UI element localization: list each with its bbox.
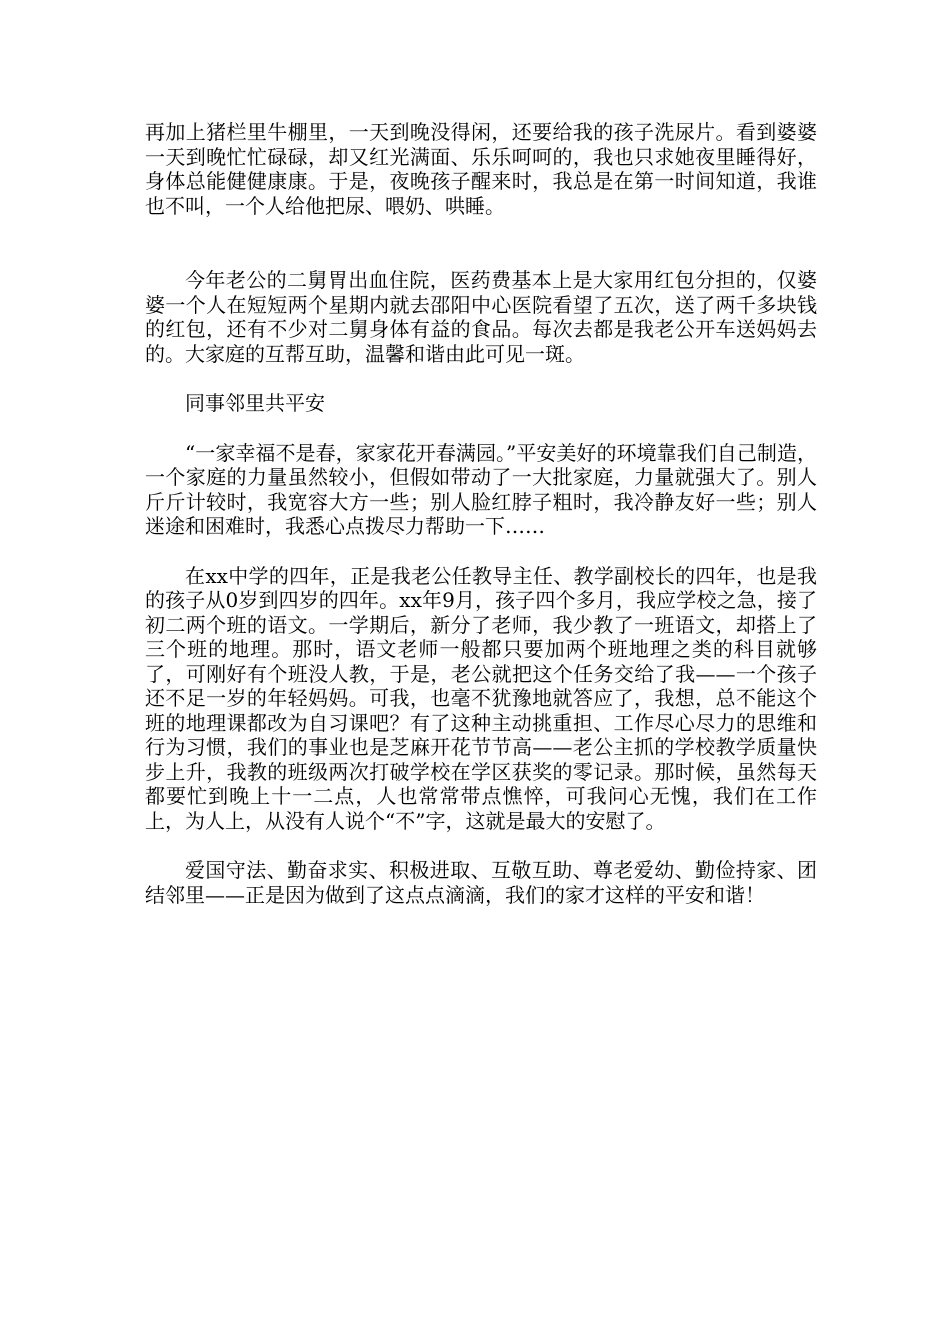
- paragraph-relatives-help: 今年老公的二舅胃出血住院，医药费基本上是大家用红包分担的，仅婆婆一个人在短短两个星期内就去邵阳中心医院看望了五次，送了两千多块钱的红包，还有不少对二舅身体有益的食品。每次去都是我老公开车送妈妈去的。大家庭的互帮互助，温馨和谐由此可见一斑。: [145, 268, 817, 366]
- paragraph-continued: 再加上猪栏里牛棚里，一天到晚没得闲，还要给我的孩子洗尿片。看到婆婆一天到晚忙忙碌碌，却又红光满面、乐乐呵呵的，我也只求她夜里睡得好，身体总能健健康康。于是，夜晚孩子醒来时，我总是在第一时间知道，我谁也不叫，一个人给他把尿、喂奶、哄睡。: [145, 120, 817, 218]
- paragraph-neighbors: “一家幸福不是春，家家花开春满园。”平安美好的环境靠我们自己制造，一个家庭的力量虽然较小，但假如带动了一大批家庭，力量就强大了。别人斤斤计较时，我宽容大方一些；别人脸红脖子粗时，我冷静友好一些；别人迷途和困难时，我悉心点拨尽力帮助一下……: [145, 440, 817, 538]
- paragraph-spacer: [145, 539, 817, 564]
- paragraph-work: 在xx中学的四年，正是我老公任教导主任、教学副校长的四年，也是我的孩子从0岁到四岁的四年。xx年9月，孩子四个多月，我应学校之急，接了初二两个班的语文。一学期后，新分了老师，我少教了一班语文，却搭上了三个班的地理。那时，语文老师一般都只要加两个班地理之类的科目就够了，可刚好有个班没人教，于是，老公就把这个任务交给了我——一个孩子还不足一岁的年轻妈妈。可我，也毫不犹豫地就答应了，我想，总不能这个班的地理课都改为自习课吧？有了这种主动挑重担、工作尽心尽力的思维和行为习惯，我们的事业也是芝麻开花节节高——老公主抓的学校教学质量快步上升，我教的班级两次打破学校在学区获奖的零记录。那时候，虽然每天都要忙到晚上十一二点，人也常常带点憔悴，可我问心无愧，我们在工作上，为人上，从没有人说个“不”字，这就是最大的安慰了。: [145, 563, 817, 833]
- paragraph-spacer: [145, 416, 817, 441]
- section-heading: 同事邻里共平安: [185, 391, 325, 415]
- paragraph-spacer: [145, 366, 817, 391]
- paragraph-spacer: [145, 218, 817, 268]
- document-body: [145, 120, 817, 907]
- paragraph-spacer: [145, 833, 817, 858]
- paragraph-conclusion: 爱国守法、勤奋求实、积极进取、互敬互助、尊老爱幼、勤俭持家、团结邻里——正是因为做到了这点点滴滴，我们的家才这样的平安和谐！: [145, 858, 817, 907]
